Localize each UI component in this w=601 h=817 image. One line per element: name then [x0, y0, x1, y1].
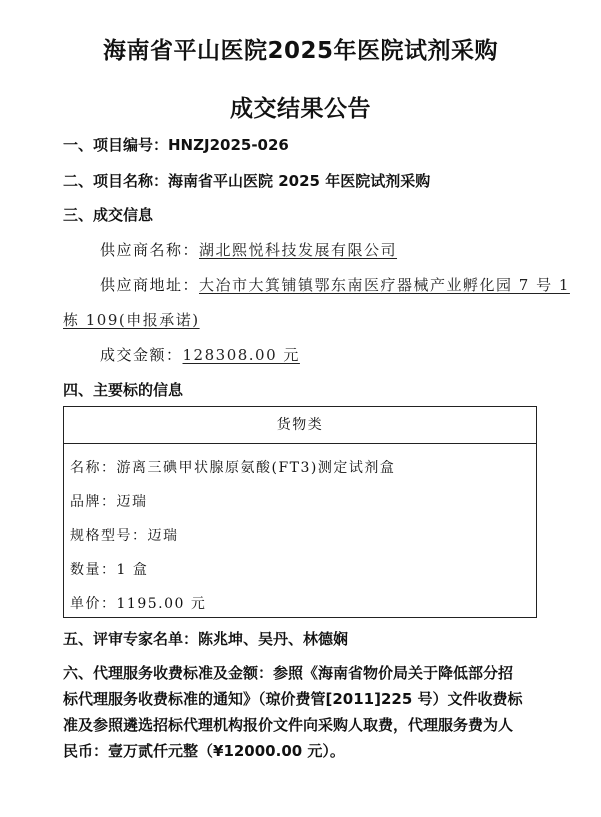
title-line-2: 成交结果公告: [230, 96, 371, 122]
supplier-address-row: [100, 275, 570, 295]
supplier-name-label: 供应商名称：: [100, 241, 200, 259]
supplier-name: 湖北熙悦科技发展有限公司: [199, 241, 398, 259]
goods-table: [63, 406, 537, 618]
agency-fee-line: 准及参照遴选招标代理机构报价文件向采购人取费，代理服务费为人: [63, 716, 514, 734]
goods-table-header: 货物类: [64, 407, 536, 444]
section-agency-fee: [63, 660, 543, 764]
amount-label: 成交金额：: [100, 346, 183, 364]
agency-fee-line: 标代理服务收费标准的通知》（琼价费管[2011]225 号）文件收费标: [63, 690, 523, 708]
goods-model: 规格型号：迈瑞: [70, 528, 179, 544]
agency-fee-line: 民币：壹万贰仟元整（¥12000.00 元）。: [63, 742, 345, 760]
section-main-items: 四、主要标的信息: [63, 381, 184, 399]
section-project-number: 一、项目编号：HNZJ2025-026: [63, 136, 289, 154]
title-line-1: 海南省平山医院2025年医院试剂采购: [102, 38, 498, 64]
amount-value: 128308.00 元: [182, 346, 300, 364]
supplier-address-line-2: 栋 109(申报承诺): [63, 311, 200, 329]
agency-fee-line: 六、代理服务收费标准及金额：参照《海南省物价局关于降低部分招: [63, 664, 514, 682]
section-deal-info: 三、成交信息: [63, 206, 154, 224]
section-project-name: 二、项目名称：海南省平山医院 2025 年医院试剂采购: [63, 172, 431, 190]
supplier-address-line-1: 大冶市大箕铺镇鄂东南医疗器械产业孵化园 7 号 1: [199, 276, 570, 294]
section-experts: 五、评审专家名单：陈兆坤、吴丹、林德娴: [63, 630, 349, 648]
supplier-address-label: 供应商地址：: [100, 276, 200, 294]
goods-unit-price: 单价：1195.00 元: [70, 596, 207, 612]
supplier-name-row: [100, 240, 397, 260]
goods-brand: 品牌：迈瑞: [70, 494, 148, 510]
amount-row: [100, 345, 300, 365]
goods-quantity: 数量：1 盒: [70, 562, 149, 578]
goods-name: 名称：游离三碘甲状腺原氨酸(FT3)测定试剂盒: [70, 460, 396, 476]
supplier-address-line-2-row: [63, 310, 200, 330]
